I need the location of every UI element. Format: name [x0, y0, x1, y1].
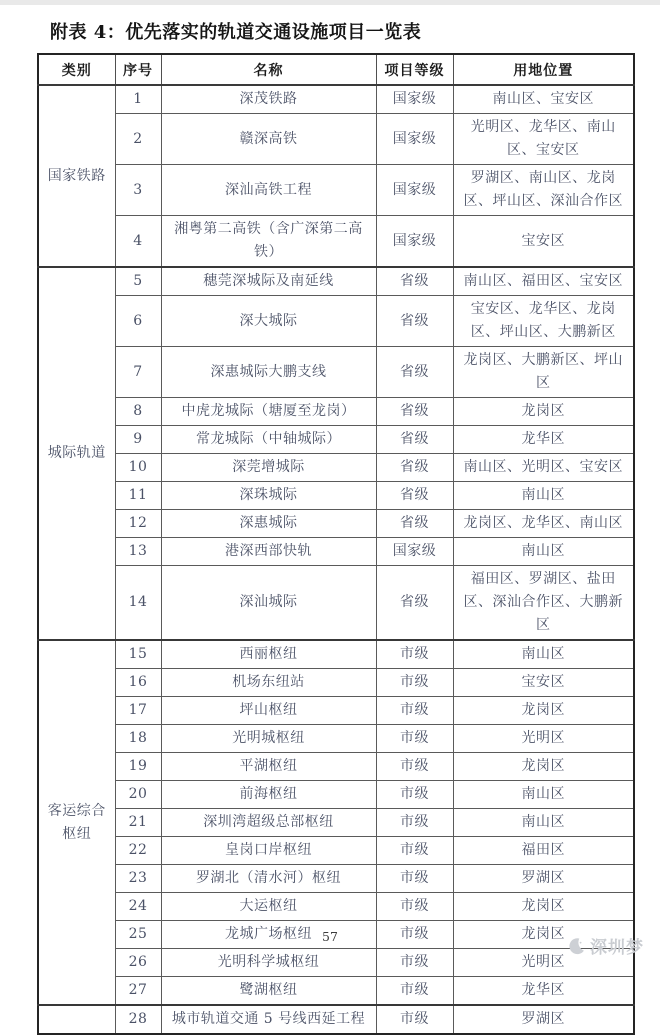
project-level-cell: 市级: [376, 977, 453, 1006]
row-number-cell: 27: [115, 977, 161, 1006]
row-number-cell: 5: [115, 267, 161, 296]
row-number-cell: 6: [115, 296, 161, 347]
table-row: [38, 753, 634, 781]
project-name-cell: 港深西部快轨: [161, 538, 376, 566]
watermark-label: 深圳梦: [590, 938, 644, 958]
project-level-cell: 市级: [376, 1005, 453, 1034]
project-level-cell: 市级: [376, 893, 453, 921]
location-cell: 南山区、福田区、宝安区: [453, 267, 634, 296]
row-number-cell: 17: [115, 697, 161, 725]
project-name-cell: 城市轨道交通 5 号线西延工程: [161, 1005, 376, 1034]
page-title: 附表 4：优先落实的轨道交通设施项目一览表: [50, 22, 422, 43]
row-number-cell: 22: [115, 837, 161, 865]
table-row: [38, 398, 634, 426]
row-number-cell: 23: [115, 865, 161, 893]
location-cell: 南山区: [453, 640, 634, 669]
location-cell: 光明区: [453, 949, 634, 977]
table-row: [38, 347, 634, 398]
row-number-cell: 2: [115, 114, 161, 165]
location-cell: 福田区: [453, 837, 634, 865]
project-level-cell: 省级: [376, 426, 453, 454]
table-row: [38, 114, 634, 165]
project-name-cell: 龙城广场枢纽: [161, 921, 376, 949]
category-cell: 客运综合枢纽: [38, 640, 115, 1005]
table-row: [38, 697, 634, 725]
location-cell: 南山区: [453, 482, 634, 510]
location-cell: 南山区: [453, 781, 634, 809]
table-row: [38, 725, 634, 753]
project-level-cell: 市级: [376, 781, 453, 809]
project-name-cell: 大运枢纽: [161, 893, 376, 921]
project-name-cell: 前海枢纽: [161, 781, 376, 809]
row-number-cell: 7: [115, 347, 161, 398]
project-name-cell: 西丽枢纽: [161, 640, 376, 669]
project-name-cell: 皇岗口岸枢纽: [161, 837, 376, 865]
project-name-cell: 平湖枢纽: [161, 753, 376, 781]
project-name-cell: 深珠城际: [161, 482, 376, 510]
project-name-cell: 深大城际: [161, 296, 376, 347]
table-row: [38, 977, 634, 1006]
location-cell: 福田区、罗湖区、盐田区、深汕合作区、大鹏新区: [453, 566, 634, 641]
project-name-cell: 深汕城际: [161, 566, 376, 641]
project-name-cell: 鹭湖枢纽: [161, 977, 376, 1006]
table-row: [38, 267, 634, 296]
project-name-cell: 机场东纽站: [161, 669, 376, 697]
project-level-cell: 市级: [376, 697, 453, 725]
table-header: [38, 54, 634, 85]
project-level-cell: 省级: [376, 510, 453, 538]
project-level-cell: 市级: [376, 725, 453, 753]
column-header: 名称: [161, 54, 376, 85]
project-level-cell: 市级: [376, 640, 453, 669]
table-row: [38, 837, 634, 865]
project-level-cell: 市级: [376, 865, 453, 893]
row-number-cell: 1: [115, 85, 161, 114]
table-row: [38, 949, 634, 977]
row-number-cell: 24: [115, 893, 161, 921]
column-header: 序号: [115, 54, 161, 85]
project-level-cell: 省级: [376, 398, 453, 426]
project-level-cell: 市级: [376, 921, 453, 949]
table-row: [38, 669, 634, 697]
row-number-cell: 8: [115, 398, 161, 426]
column-header: 类别: [38, 54, 115, 85]
location-cell: 南山区、宝安区: [453, 85, 634, 114]
location-cell: 光明区: [453, 725, 634, 753]
table-row: [38, 640, 634, 669]
project-level-cell: 省级: [376, 296, 453, 347]
project-level-cell: 省级: [376, 347, 453, 398]
project-level-cell: 市级: [376, 949, 453, 977]
location-cell: 罗湖区、南山区、龙岗区、坪山区、深汕合作区: [453, 165, 634, 216]
location-cell: 龙岗区: [453, 753, 634, 781]
project-level-cell: 市级: [376, 669, 453, 697]
project-name-cell: 光明城枢纽: [161, 725, 376, 753]
project-name-cell: 常龙城际（中轴城际）: [161, 426, 376, 454]
table-row: [38, 454, 634, 482]
project-level-cell: 省级: [376, 482, 453, 510]
project-level-cell: 省级: [376, 267, 453, 296]
project-level-cell: 省级: [376, 566, 453, 641]
project-name-cell: 中虎龙城际（塘厦至龙岗）: [161, 398, 376, 426]
table-row: [38, 216, 634, 268]
location-cell: 龙岗区: [453, 893, 634, 921]
project-name-cell: 光明科学城枢纽: [161, 949, 376, 977]
project-level-cell: 省级: [376, 454, 453, 482]
table-header-row: [38, 54, 634, 85]
table-row: [38, 1005, 634, 1034]
table-row: [38, 296, 634, 347]
table-row: [38, 85, 634, 114]
project-level-cell: 市级: [376, 809, 453, 837]
location-cell: 罗湖区: [453, 1005, 634, 1034]
category-cell: 国家铁路: [38, 85, 115, 267]
row-number-cell: 10: [115, 454, 161, 482]
project-level-cell: 市级: [376, 837, 453, 865]
location-cell: 南山区: [453, 538, 634, 566]
location-cell: 宝安区、龙华区、龙岗区、坪山区、大鹏新区: [453, 296, 634, 347]
column-header: 项目等级: [376, 54, 453, 85]
row-number-cell: 9: [115, 426, 161, 454]
row-number-cell: 12: [115, 510, 161, 538]
table-row: [38, 538, 634, 566]
project-level-cell: 国家级: [376, 216, 453, 268]
row-number-cell: 28: [115, 1005, 161, 1034]
project-name-cell: 深茂铁路: [161, 85, 376, 114]
row-number-cell: 21: [115, 809, 161, 837]
project-name-cell: 湘粤第二高铁（含广深第二高铁）: [161, 216, 376, 268]
project-name-cell: 坪山枢纽: [161, 697, 376, 725]
row-number-cell: 3: [115, 165, 161, 216]
row-number-cell: 15: [115, 640, 161, 669]
row-number-cell: 11: [115, 482, 161, 510]
project-level-cell: 市级: [376, 753, 453, 781]
column-header: 用地位置: [453, 54, 634, 85]
location-cell: 宝安区: [453, 669, 634, 697]
category-cell: 城际轨道: [38, 267, 115, 640]
table-row: [38, 426, 634, 454]
project-level-cell: 国家级: [376, 538, 453, 566]
project-name-cell: 深莞增城际: [161, 454, 376, 482]
table-row: [38, 482, 634, 510]
row-number-cell: 14: [115, 566, 161, 641]
location-cell: 龙岗区: [453, 697, 634, 725]
table-row: [38, 165, 634, 216]
project-name-cell: 深汕高铁工程: [161, 165, 376, 216]
location-cell: 龙岗区: [453, 398, 634, 426]
row-number-cell: 16: [115, 669, 161, 697]
row-number-cell: 20: [115, 781, 161, 809]
table-row: [38, 809, 634, 837]
project-level-cell: 国家级: [376, 165, 453, 216]
row-number-cell: 4: [115, 216, 161, 268]
location-cell: 光明区、龙华区、南山区、宝安区: [453, 114, 634, 165]
project-name-cell: 深圳湾超级总部枢纽: [161, 809, 376, 837]
category-cell: [38, 1005, 115, 1034]
location-cell: 龙岗区、龙华区、南山区: [453, 510, 634, 538]
project-name-cell: 深惠城际大鹏支线: [161, 347, 376, 398]
row-number-cell: 13: [115, 538, 161, 566]
location-cell: 龙华区: [453, 977, 634, 1006]
project-level-cell: 国家级: [376, 114, 453, 165]
location-cell: 龙岗区、大鹏新区、坪山区: [453, 347, 634, 398]
row-number-cell: 19: [115, 753, 161, 781]
table-row: [38, 510, 634, 538]
watermark: [566, 933, 644, 958]
table-row: [38, 865, 634, 893]
page-top-strip: [0, 0, 660, 5]
row-number-cell: 26: [115, 949, 161, 977]
watermark-logo-icon: [566, 936, 586, 956]
location-cell: 南山区: [453, 809, 634, 837]
page-number: 57: [322, 929, 338, 944]
table-row: [38, 566, 634, 641]
location-cell: 罗湖区: [453, 865, 634, 893]
project-name-cell: 罗湖北（清水河）枢纽: [161, 865, 376, 893]
project-name-cell: 赣深高铁: [161, 114, 376, 165]
project-name-cell: 深惠城际: [161, 510, 376, 538]
project-name-cell: 穗莞深城际及南延线: [161, 267, 376, 296]
location-cell: 龙岗区: [453, 921, 634, 949]
project-level-cell: 国家级: [376, 85, 453, 114]
row-number-cell: 25: [115, 921, 161, 949]
row-number-cell: 18: [115, 725, 161, 753]
table-row: [38, 781, 634, 809]
location-cell: 龙华区: [453, 426, 634, 454]
table-row: [38, 893, 634, 921]
projects-table: [37, 53, 635, 1035]
location-cell: 宝安区: [453, 216, 634, 268]
location-cell: 南山区、光明区、宝安区: [453, 454, 634, 482]
